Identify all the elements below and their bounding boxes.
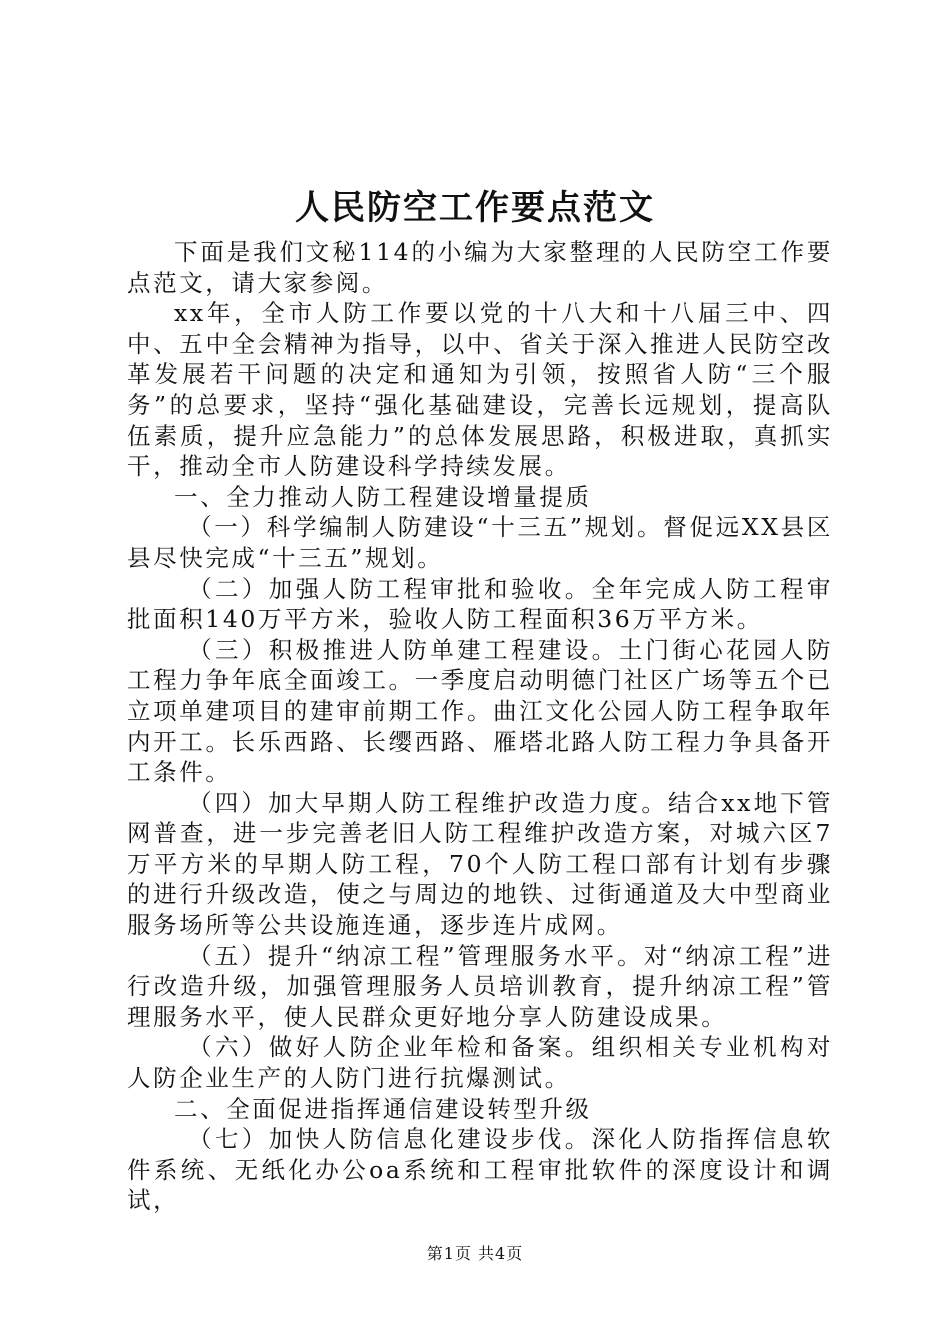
item-paragraph-2: （二）加强人防工程审批和验收。全年完成人防工程审批面积140万平方米，验收人防工程面积36万平方米。 [127,574,833,634]
item-paragraph-1: （一）科学编制人防建设“十三五”规划。督促远XX县区县尽快完成“十三五”规划。 [127,513,833,572]
intro-paragraph: 下面是我们文秘114的小编为大家整理的人民防空工作要点范文，请大家参阅。 [127,238,833,297]
document-body [127,237,833,1216]
overview-paragraph: xx年，全市人防工作要以党的十八大和十八届三中、四中、五中全会精神为指导，以中、省关于深入推进人民防空改革发展若干问题的决定和通知为引领，按照省人防“三个服务”的总要求，坚持“强化基础建设，完善长远规划，提高队伍素质，提升应急能力”的总体发展思路，积极进取，真抓实干，推动全市人防建设科学持续发展。 [127,299,833,481]
document-title: 人民防空工作要点范文 [295,188,655,228]
item-paragraph-5: （五）提升“纳凉工程”管理服务水平。对“纳凉工程”进行改造升级，加强管理服务人员培训教育，提升纳凉工程”管理服务水平，使人民群众更好地分享人防建设成果。 [127,941,833,1031]
item-paragraph-6: （六）做好人防企业年检和备案。组织相关专业机构对人防企业生产的人防门进行抗爆测试。 [127,1033,833,1093]
item-paragraph-3: （三）积极推进人防单建工程建设。土门街心花园人防工程力争年底全面竣工。一季度启动明德门社区广场等五个已立项单建项目的建审前期工作。曲江文化公园人防工程争取年内开工。长乐西路、长缨西路、雁塔北路人防工程力争具备开工条件。 [127,635,833,787]
item-paragraph-4: （四）加大早期人防工程维护改造力度。结合xx地下管网普查，进一步完善老旧人防工程维护改造方案，对城六区7万平方米的早期人防工程，70个人防工程口部有计划有步骤的进行升级改造，使之与周边的地铁、过街通道及大中型商业服务场所等公共设施连通，逐步连片成网。 [127,788,833,940]
item-paragraph-7: （七）加快人防信息化建设步伐。深化人防指挥信息软件系统、无纸化办公oa系统和工程审批软件的深度设计和调试， [127,1125,833,1215]
page-footer: 第1页 共4页 [426,1244,524,1263]
section-heading-1: 一、全力推动人防工程建设增量提质 [174,482,592,511]
section-heading-2: 二、全面促进指挥通信建设转型升级 [174,1094,592,1123]
